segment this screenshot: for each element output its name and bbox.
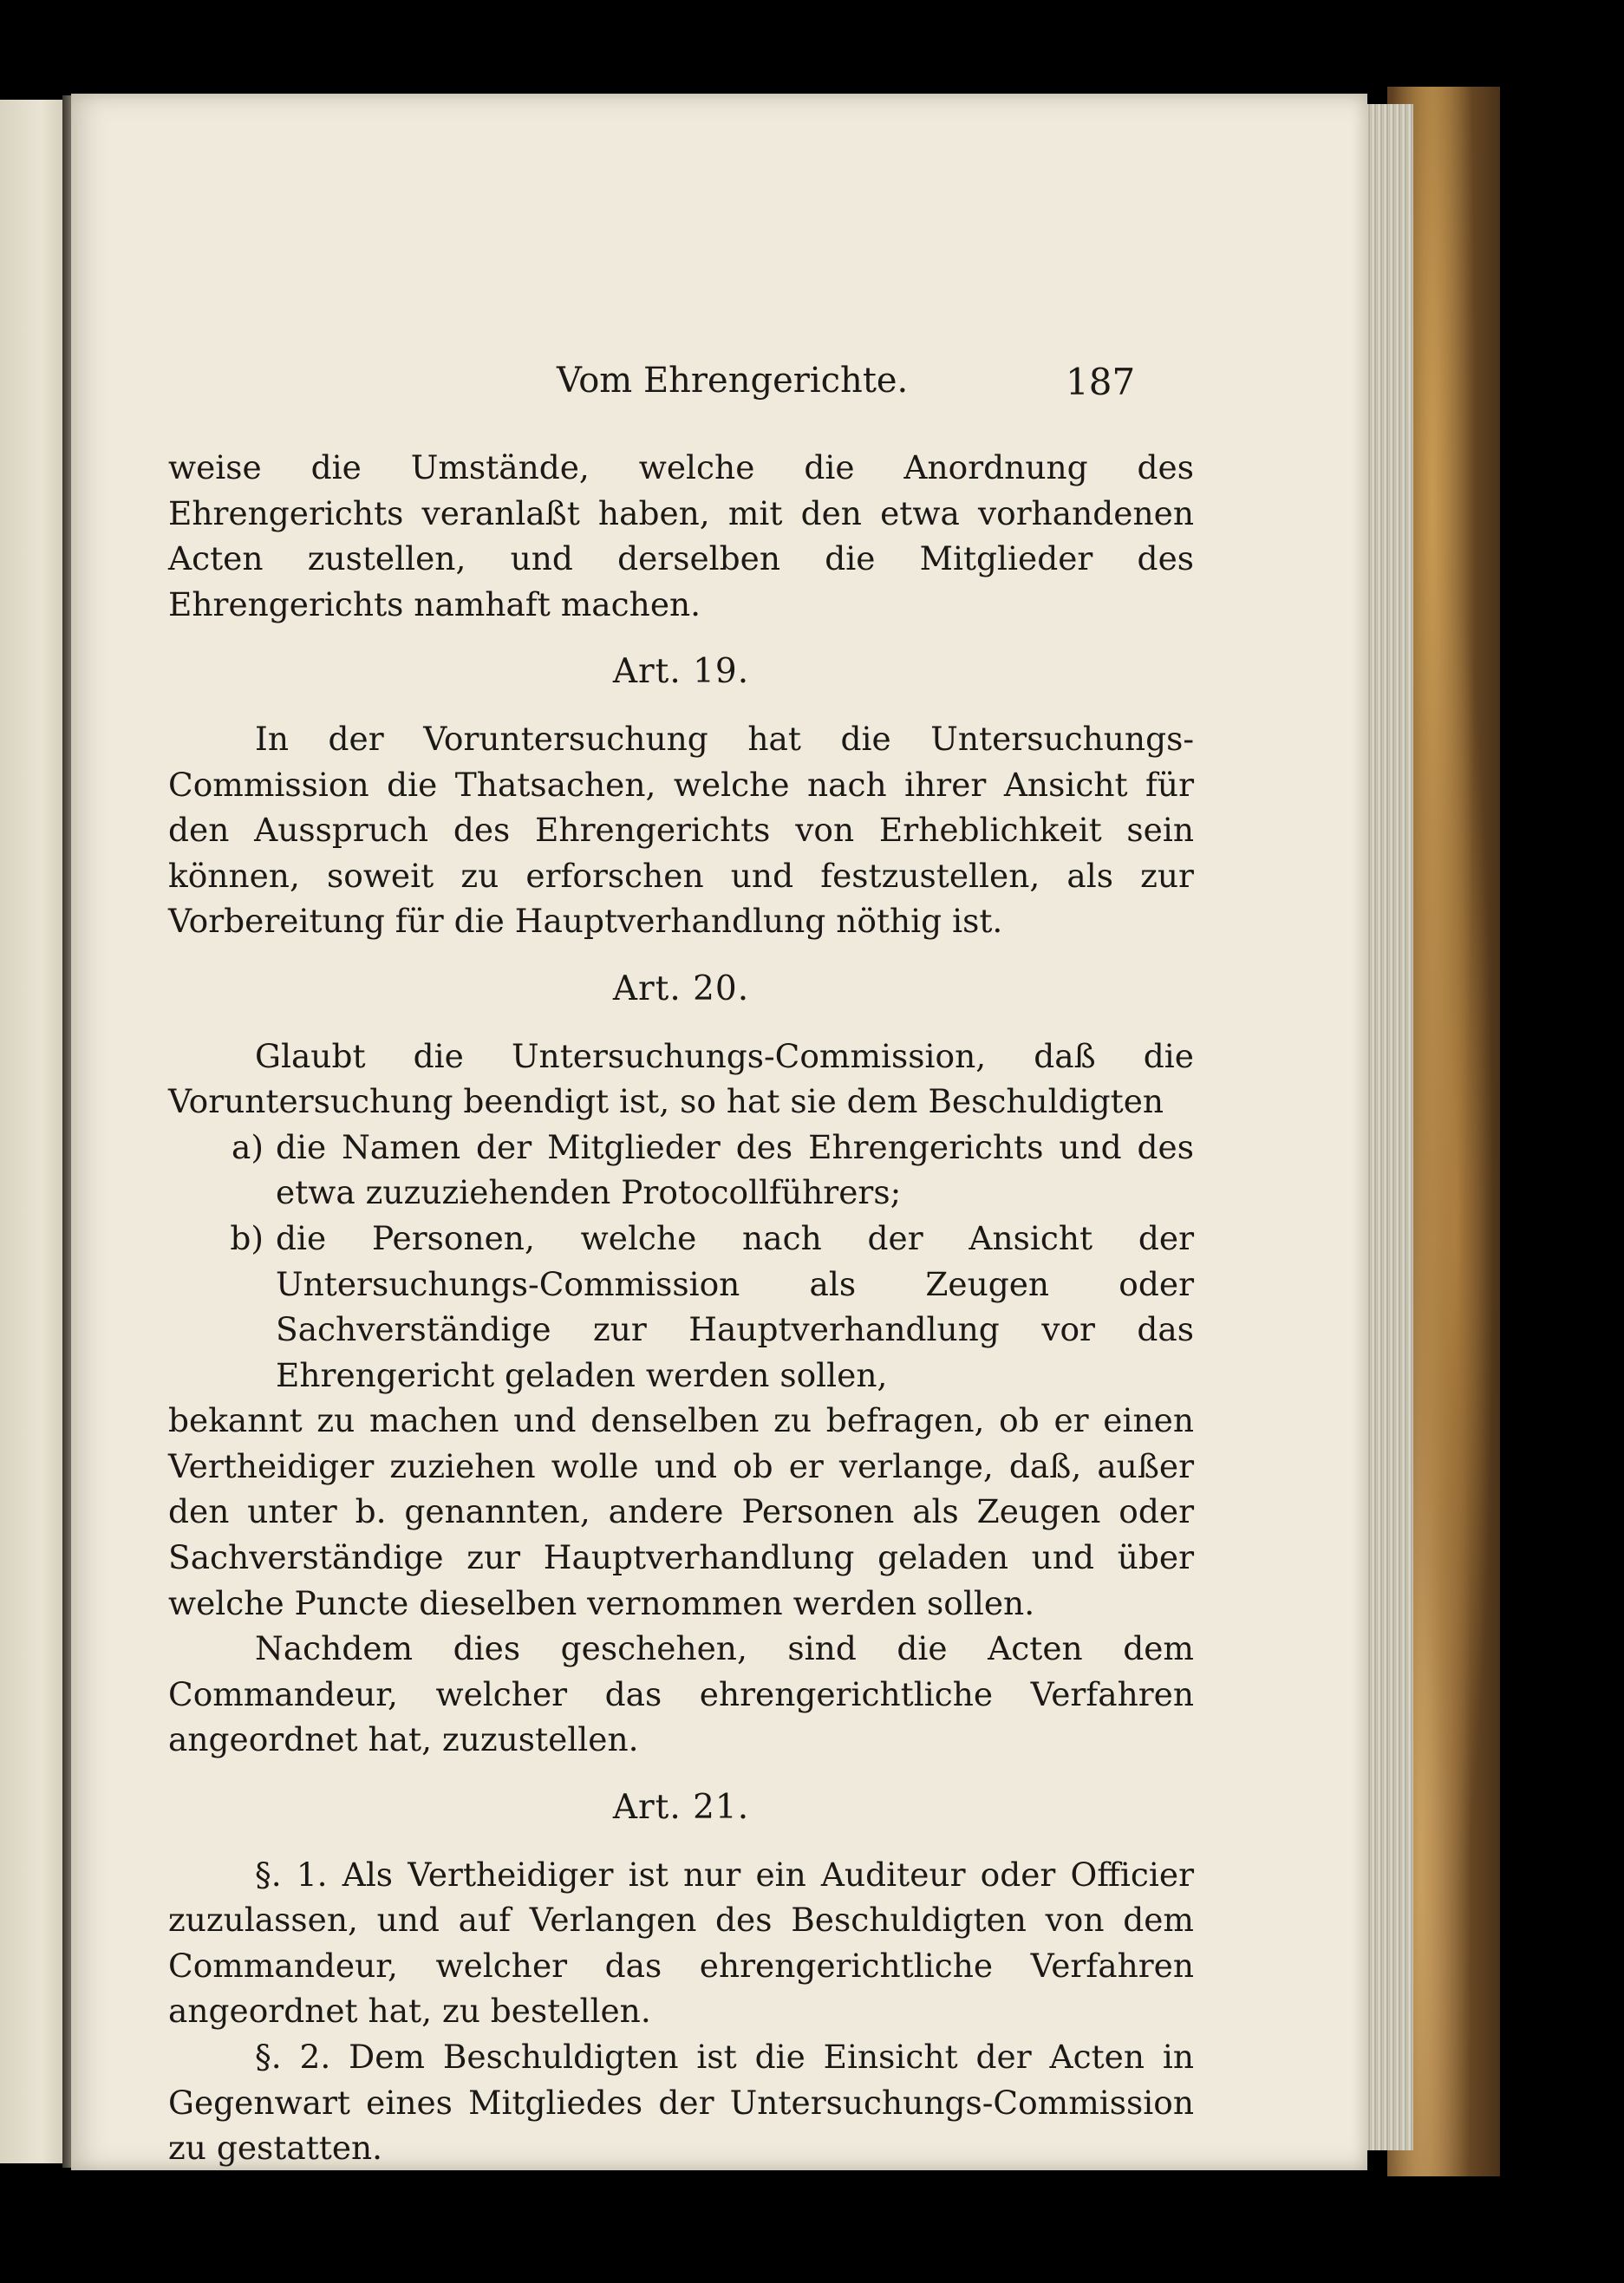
intro-paragraph: weise die Umstände, welche die Anordnung des Ehrengerichts veranlaßt haben, mit den etwa vorhandenen Acten zustellen, und derselben die Mitglieder des Ehrengerichts namhaft machen.	[168, 448, 1194, 623]
article-20-lead: Glaubt die Untersuchungs-Commission, daß die Voruntersuchung beendigt ist, so hat sie dem Beschuldigten	[168, 1036, 1194, 1121]
list-item-label: b)	[230, 1218, 264, 1257]
book-page	[71, 94, 1367, 2170]
list-item	[168, 1216, 1194, 1398]
list-item	[168, 1125, 1194, 1216]
list-item-label: a)	[232, 1127, 264, 1166]
article-20-closing: Nachdem dies geschehen, sind die Acten dem Commandeur, welcher das ehrengerichtliche Verfahren angeordnet hat, zuzustellen.	[168, 1629, 1194, 1759]
article-21-paragraph-2: §. 2. Dem Beschuldigten ist die Einsicht der Acten in Gegenwart eines Mitgliedes der Untersuchungs-Commission zu gestatten.	[168, 2038, 1194, 2168]
left-page-edge	[0, 100, 69, 2163]
running-head: Vom Ehrengerichte.	[557, 361, 909, 401]
list-item-text: die Namen der Mitglieder des Ehrengerichts und des etwa zuzuziehenden Protocollführers;	[276, 1127, 1194, 1212]
page-body	[168, 445, 1194, 2171]
article-20-continuation: bekannt zu machen und denselben zu befragen, ob er einen Vertheidiger zuziehen wolle und ob er verlange, daß, außer den unter b. genannten, andere Personen als Zeugen oder Sachverständige zur Hauptverhandlung geladen und über welche Puncte dieselben vernommen werden sollen.	[168, 1401, 1194, 1622]
article-19-heading: Art. 19.	[612, 652, 750, 692]
page-header	[71, 361, 1367, 404]
article-20-heading: Art. 20.	[612, 969, 750, 1008]
page-number: 187	[1066, 361, 1136, 403]
list-item-text: die Personen, welche nach der Ansicht der Untersuchungs-Commission als Zeugen oder Sachverständige zur Hauptverhandlung vor das Ehrengericht geladen werden sollen,	[276, 1218, 1194, 1394]
article-19-text: In der Voruntersuchung hat die Untersuchungs-Commission die Thatsachen, welche nach ihrer Ansicht für den Ausspruch des Ehrengerichts von Erheblichkeit sein können, soweit zu erforschen und festzustellen, als zur Vorbereitung für die Hauptverhandlung nöthig ist.	[168, 719, 1194, 941]
article-21-heading: Art. 21.	[612, 1788, 750, 1828]
article-21-paragraph-1: §. 1. Als Vertheidiger ist nur ein Auditeur oder Officier zuzulassen, und auf Verlangen des Beschuldigten von dem Commandeur, welcher das ehrengerichtliche Verfahren angeordnet hat, zu bestellen.	[168, 1855, 1194, 2031]
